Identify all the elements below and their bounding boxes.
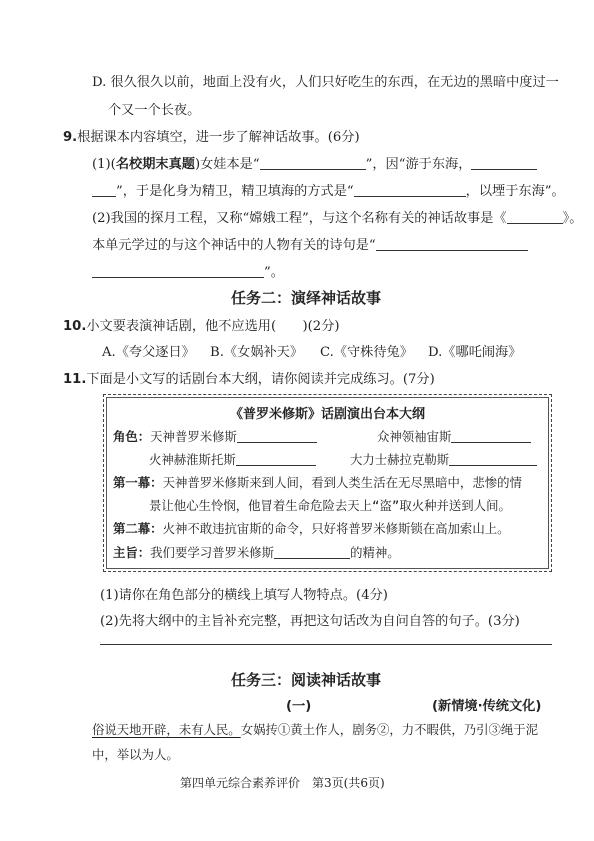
role-blank-3[interactable] [236, 453, 316, 466]
q11-answer-line[interactable] [100, 644, 552, 645]
role-blank-4[interactable] [449, 453, 537, 466]
act1-text-2: 景让他心生怜悯，他冒着生命危险去天上“盗”取火种并送到人间。 [149, 498, 511, 513]
outline-roles-line1 [113, 427, 317, 445]
q9-blank-2[interactable] [471, 157, 537, 170]
outline-act1-line1 [113, 473, 522, 491]
q9-p2-b: 》。 [562, 211, 583, 226]
q9-stem [63, 126, 360, 145]
q9-part2-line3 [92, 261, 284, 280]
act2-label: 第二幕： [113, 521, 163, 536]
q10-option-c[interactable]: C.《守株待兔》 [320, 345, 413, 360]
q9-blank-6[interactable] [376, 238, 528, 251]
q9-p2-c: 本单元学过的与这个神话中的人物有关的诗句是“ [92, 238, 376, 253]
role-prometheus: 天神普罗米修斯 [150, 429, 237, 444]
q11-stem-text: 下面是小文写的话剧台本大纲，请你阅读并完成练习。(7分) [86, 372, 435, 387]
reading-section-number: (一) [286, 699, 312, 714]
task3-title: 任务三：阅读神话故事 [231, 671, 382, 689]
role-blank-1[interactable] [237, 430, 317, 443]
role-heracles: 大力士赫拉克勒斯 [350, 452, 450, 467]
reading-underlined-sentence: 俗说天地开辟，未有人民。 [92, 722, 241, 737]
outline-role-heracles [350, 450, 537, 468]
q9-part2-line1 [92, 207, 582, 226]
q8-option-d-line1: D. 很久很久以前，地面上没有火，人们只好吃生的东西，在无边的黑暗中度过一 [92, 75, 559, 90]
q9-p2-a: (2)我国的探月工程，又称“嫦娥工程”，与这个名称有关的神话故事是《 [92, 211, 507, 226]
q10-option-a[interactable]: A.《夸父逐日》 [102, 345, 195, 360]
q9-part2-line2 [92, 234, 528, 253]
q10-stem-text: 小文要表演神话剧，他不应选用( )(2分) [86, 319, 340, 334]
q9-part1-line2 [92, 180, 565, 199]
outline-act2 [113, 519, 510, 537]
role-blank-2[interactable] [451, 430, 531, 443]
roles-label: 角色： [113, 429, 151, 444]
q9-p1-tag: 名校期末真题 [115, 157, 195, 172]
q9-stem-text: 根据课本内容填空，进一步了解神话故事。(6分) [77, 130, 360, 145]
q11-sub2: (2)先将大纲中的主旨补充完整，再把这句话改为自问自答的句子。(3分) [100, 614, 520, 629]
q9-p1-a: )女娃本是“ [194, 157, 260, 172]
reading-line2: 中，举以为人。 [92, 747, 179, 762]
q9-number: 9. [63, 130, 78, 145]
q10-option-b[interactable]: B.《女娲补天》 [210, 345, 304, 360]
outline-roles-line2 [149, 450, 316, 468]
act1-label: 第一幕： [113, 475, 163, 490]
act1-text-1: 天神普罗米修斯来到人间，看到人类生活在无尽黑暗中，悲惨的情 [162, 475, 522, 490]
reading-line1 [92, 720, 538, 738]
q10-stem [63, 315, 340, 334]
q9-blank-3[interactable] [92, 184, 116, 197]
page-footer: 第四单元综合素养评价 第3页(共6页) [180, 776, 385, 790]
theme-text-b: 的精神。 [350, 545, 400, 560]
outline-title: 《普罗米修斯》话剧演出台本大纲 [230, 407, 426, 422]
q10-option-d[interactable]: D.《哪吒闹海》 [428, 345, 522, 360]
q9-blank-1[interactable] [260, 157, 366, 170]
q9-part1-line1 [92, 153, 537, 172]
q11-sub1: (1)请你在角色部分的横线上填写人物特点。(4分) [100, 588, 388, 603]
outline-role-zeus [377, 427, 531, 445]
q9-blank-4[interactable] [354, 184, 466, 197]
q9-p1-b: ”，因“游于东海， [365, 157, 472, 172]
q11-number: 11. [63, 372, 87, 387]
q11-stem [63, 368, 435, 387]
q9-p1-prefix: (1)( [92, 157, 116, 172]
theme-label: 主旨： [113, 545, 151, 560]
reading-line1-rest: 女娲抟①黄土作人，剧务②，力不暇供，乃引③绳于泥 [240, 722, 539, 737]
q9-p1-d: ，以堙于东海”。 [465, 184, 565, 199]
q9-blank-7[interactable] [92, 265, 264, 278]
role-hephaestus: 火神赫淮斯托斯 [149, 452, 236, 467]
q8-option-d-line2: 个又一个长夜。 [108, 103, 201, 118]
q9-blank-5[interactable] [507, 211, 563, 224]
act2-text: 火神不敢违抗宙斯的命令，只好将普罗米修斯锁在高加索山上。 [162, 521, 510, 536]
q10-number: 10. [63, 319, 87, 334]
outline-theme [113, 543, 400, 561]
theme-text-a: 我们要学习普罗米修斯 [150, 545, 275, 560]
q9-p2-d: ”。 [264, 265, 284, 280]
q9-p1-c: ”，于是化身为精卫，精卫填海的方式是“ [116, 184, 354, 199]
role-zeus: 众神领袖宙斯 [377, 429, 452, 444]
task2-title: 任务二：演绎神话故事 [231, 289, 382, 307]
reading-tag: (新情境·传统文化) [432, 699, 542, 714]
theme-blank[interactable] [274, 546, 350, 559]
